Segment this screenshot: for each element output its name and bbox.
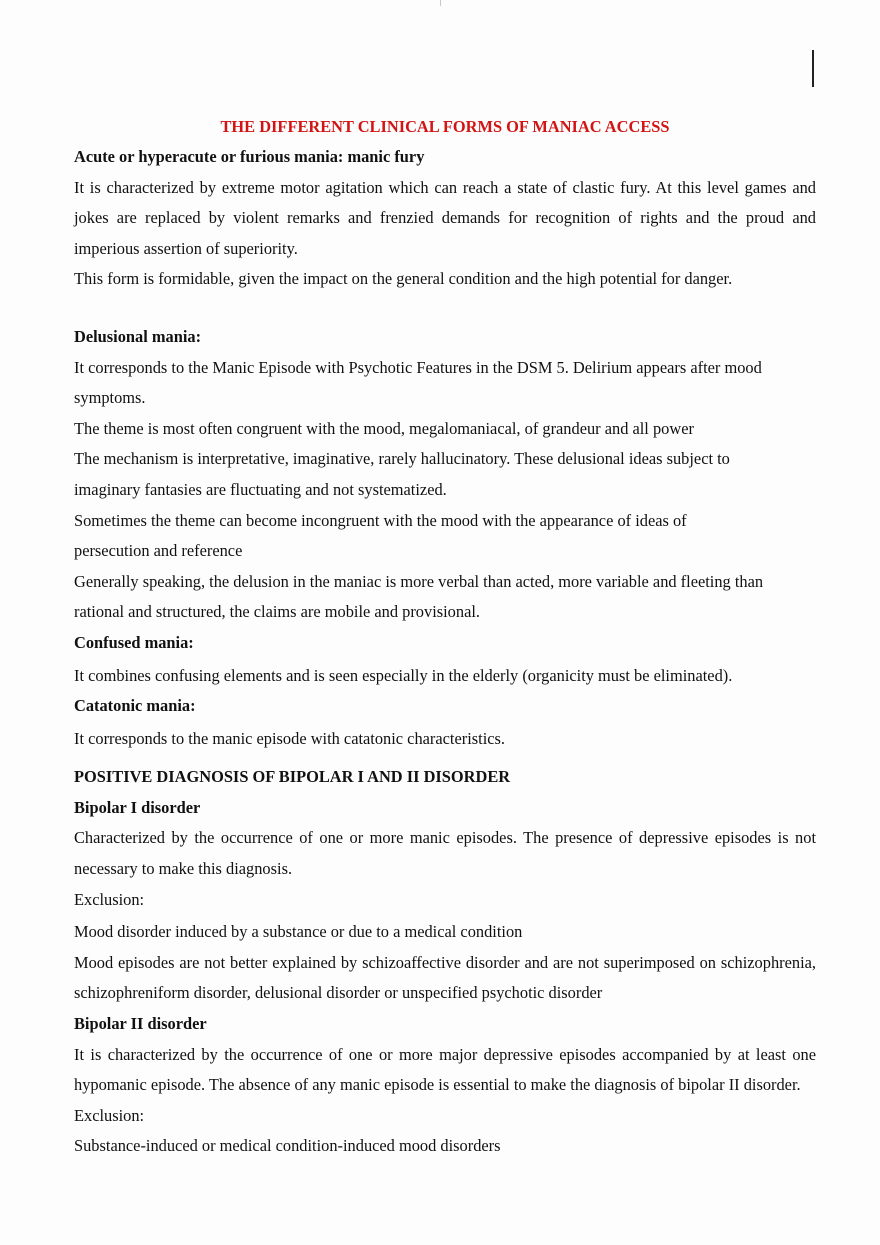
section-heading-confused-mania: Confused mania: [74,632,194,652]
paragraph: It combines confusing elements and is seen especially in the elderly (organicity must be eliminated). [74,665,733,685]
paragraph: It corresponds to the Manic Episode with Psychotic Features in the DSM 5. Delirium appears after mood symptoms. [74,357,762,408]
paragraph: It is characterized by extreme motor agitation which can reach a state of clastic fury. At this level games and jokes are replaced by violent remarks and frenzied demands for recognition of rights and the proud and imperious assertion of superiority. [74,177,816,258]
document-body [74,112,816,1162]
paragraph: Mood episodes are not better explained by schizoaffective disorder and are not superimposed on schizophrenia, schizophreniform disorder, delusional disorder or unspecified psychotic disorder [74,952,816,1003]
paragraph: Characterized by the occurrence of one or more manic episodes. The presence of depressive episodes is not necessary to make this diagnosis. [74,828,816,879]
paragraph: This form is formidable, given the impact on the general condition and the high potential for danger. [74,269,733,289]
paragraph: Mood disorder induced by a substance or due to a medical condition [74,922,523,942]
paragraph: It is characterized by the occurrence of one or more major depressive episodes accompanied by at least one hypomanic episode. The absence of any manic episode is essential to make the diagnosis of bipolar II disorder. [74,1044,816,1095]
exclusion-label: Exclusion: [74,889,145,909]
section-heading-delusional-mania: Delusional mania: [74,326,202,346]
paragraph: Sometimes the theme can become incongruent with the mood with the appearance of ideas of persecution and reference [74,510,687,561]
paragraph: The mechanism is interpretative, imaginative, rarely hallucinatory. These delusional ideas subject to imaginary fantasies are fluctuating and not systematized. [74,449,730,499]
diagnosis-heading: POSITIVE DIAGNOSIS OF BIPOLAR I AND II DISORDER [74,767,511,787]
paragraph: Generally speaking, the delusion in the maniac is more verbal than acted, more variable and fleeting than rational and structured, the claims are mobile and provisional. [74,571,764,622]
paragraph: It corresponds to the manic episode with catatonic characteristics. [74,728,506,748]
document-title: THE DIFFERENT CLINICAL FORMS OF MANIAC ACCESS [220,117,670,136]
paragraph: Substance-induced or medical condition-induced mood disorders [74,1136,501,1156]
paragraph: The theme is most often congruent with the mood, megalomaniacal, of grandeur and all power [74,418,694,438]
exclusion-label: Exclusion: [74,1105,145,1125]
margin-change-bar [812,50,814,87]
subheading-bipolar-1: Bipolar I disorder [74,797,201,817]
subheading-bipolar-2: Bipolar II disorder [74,1014,207,1034]
section-heading-catatonic-mania: Catatonic mania: [74,696,196,716]
page-top-marker [440,0,441,6]
section-heading-manic-fury: Acute or hyperacute or furious mania: manic fury [74,147,425,166]
